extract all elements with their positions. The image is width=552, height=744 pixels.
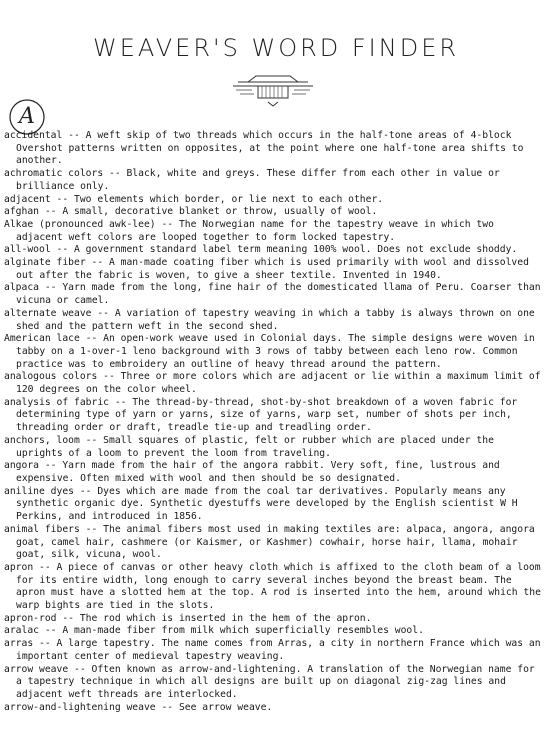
section-letter: A xyxy=(19,104,35,129)
glossary-entry: adjacent -- Two elements which border, or lie next to each other. xyxy=(4,193,384,205)
weaving-emblem-icon xyxy=(228,72,318,112)
glossary-entry: apron -- A piece of canvas or other heavy cloth which is affixed to the cloth beam of a loom for its entire width, long enough to carry several inches beyond the breast beam. The apron must have a slotted hem at the top. A rod is inserted into the hem, around which the warp bights are tied in the slots. xyxy=(4,561,541,612)
glossary-entry: alpaca -- Yarn made from the long, fine hair of the domesticated llama of Peru. Coarser than vicuna or camel. xyxy=(4,282,541,307)
glossary-entry: Alkae (pronounced awk-lee) -- The Norwegian name for the tapestry weave in which two adjacent weft colors are looped together to form locked tapestry. xyxy=(4,218,494,243)
glossary-entry: apron-rod -- The rod which is inserted in the hem of the apron. xyxy=(4,612,372,624)
glossary-entries xyxy=(4,130,546,714)
glossary-entry: arrow weave -- Often known as arrow-and-lightening. A translation of the Norwegian name for a tapestry technique in which all designs are built up on diagonal zig-zag lines and adjacent weft threads are interlocked. xyxy=(4,663,535,700)
glossary-entry: all-wool -- A government standard label term meaning 100% wool. Does not exclude shoddy. xyxy=(4,244,518,256)
glossary-entry: alginate fiber -- A man-made coating fiber which is used primarily with wool and dissolved out after the fabric is woven, to give a sheer textile. Invented in 1940. xyxy=(4,257,529,281)
glossary-entry: afghan -- A small, decorative blanket or throw, usually of wool. xyxy=(4,206,378,218)
glossary-entry: anchors, loom -- Small squares of plastic, felt or rubber which are placed under the uprights of a loom to prevent the loom from traveling. xyxy=(4,434,494,459)
glossary-entry: accidental -- A weft skip of two threads which occurs in the half-tone areas of 4-block Overshot patterns written on opposites, at the point where one half-tone area shifts to another. xyxy=(4,130,524,167)
glossary-entry: American lace -- An open-work weave used in Colonial days. The simple designs were woven in tabby on a 1-over-1 leno background with 3 rows of tabby between each leno row. Common practice was to embroidery an outline of heavy thread around the pattern. xyxy=(4,333,535,370)
glossary-entry: analysis of fabric -- The thread-by-thread, shot-by-shot breakdown of a woven fabric for determining type of yarn or yarns, size of yarns, warp set, number of shots per inch, threading order or draft, treadle tie-up and treadling order. xyxy=(4,396,518,434)
glossary-entry: aralac -- A man-made fiber from milk which superficially resembles wool. xyxy=(4,625,424,637)
glossary-entry: alternate weave -- A variation of tapestry weaving in which a tabby is always thrown on one shed and the pattern weft in the second shed. xyxy=(4,307,535,332)
glossary-entry: angora -- Yarn made from the hair of the angora rabbit. Very soft, fine, lustrous and expensive. Often mixed with wool and then should be so designated. xyxy=(4,460,500,484)
glossary-entry: analogous colors -- Three or more colors which are adjacent or lie within a maximum limit of 120 degrees on the color wheel. xyxy=(4,371,541,396)
glossary-entry: animal fibers -- The animal fibers most used in making textiles are: alpaca, angora, angora goat, camel hair, cashmere (or Kaismer, or Kashmer) cowhair, horse hair, llama, mohair goat, silk, vicuna, wool. xyxy=(4,523,535,561)
glossary-entry: arrow-and-lightening weave -- See arrow weave. xyxy=(4,701,273,713)
glossary-entry: arras -- A large tapestry. The name comes from Arras, a city in northern France which was an important center of medieval tapestry weaving. xyxy=(4,638,541,662)
glossary-entry: achromatic colors -- Black, white and greys. These differ from each other in value or brilliance only. xyxy=(4,168,500,192)
glossary-entry: aniline dyes -- Dyes which are made from the coal tar derivatives. Popularly means any synthetic organic dye. Synthetic dyestuffs were developed by the English scientist W H Perkins, and introduced in 1856. xyxy=(4,485,518,523)
page-title: WEAVER'S WORD FINDER xyxy=(92,34,460,62)
